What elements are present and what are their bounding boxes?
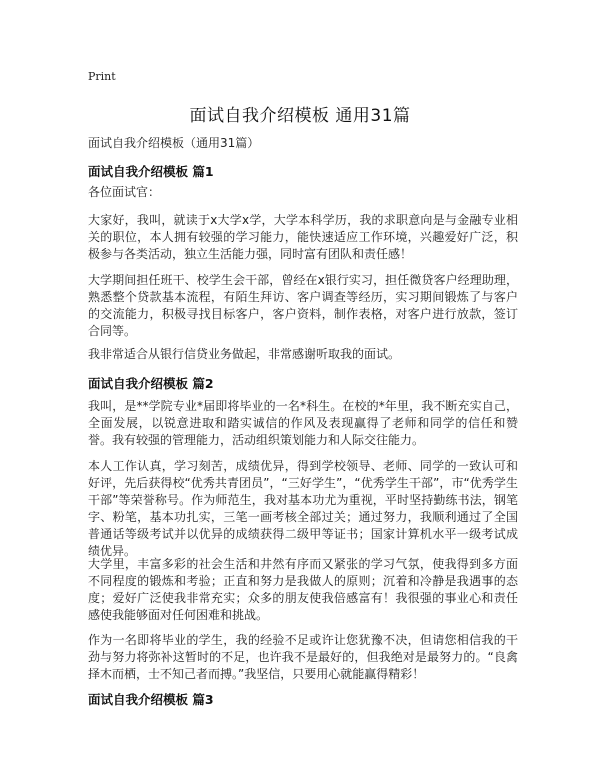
paragraph: 我叫，是**学院专业*届即将毕业的一名*科生。在校的*年里，我不断充实自己，全面发展，以锐意进取和踏实诚信的作风及表现赢得了老师和同学的信任和赞誉。我有较强的管理能力，活动组织策划能力和人际交往能力。	[88, 399, 518, 447]
section-heading-2: 面试自我介绍模板 篇2	[88, 376, 214, 391]
paragraph: 我非常适合从银行信贷业务做起，非常感谢听取我的面试。	[88, 347, 401, 361]
paragraph-greeting: 各位面试官：	[88, 185, 161, 199]
print-link[interactable]: Print	[88, 70, 116, 83]
paragraph: 大家好，我叫，就读于x大学x学，大学本科学历，我的求职意向是与金融专业相关的职位，本人拥有较强的学习能力，能快速适应工作环境，兴趣爱好广泛，积极参与各类活动，独立生活能力强，同时富有团队和责任感！	[88, 213, 518, 261]
document-subtitle: 面试自我介绍模板（通用31篇）	[88, 136, 260, 150]
document-title: 面试自我介绍模板 通用31篇	[189, 106, 411, 126]
paragraph: 大学里，丰富多彩的社会生活和井然有序而又紧张的学习气氛，使我得到多方面不同程度的锻炼和考验；正直和努力是我做人的原则；沉着和冷静是我遇事的态度；爱好广泛使我非常充实；众多的朋友使我倍感富有！我很强的事业心和责任感使我能够面对任何困难和挑战。	[88, 557, 518, 622]
paragraph: 作为一名即将毕业的学生，我的经验不足或许让您犹豫不决，但请您相信我的干劲与努力将弥补这暂时的不足，也许我不是最好的，但我绝对是最努力的。“良禽择木而栖，士不知己者而搏。”我坚信，只要用心就能赢得精彩！	[88, 633, 518, 681]
paragraph: 大学期间担任班干、校学生会干部，曾经在x银行实习，担任微贷客户经理助理，熟悉整个贷款基本流程，有陌生拜访、客户调查等经历，实习期间锻炼了与客户的交流能力，积极寻找目标客户，客户资料，制作表格，对客户进行放款，签订合同等。	[88, 273, 518, 338]
section-heading-3: 面试自我介绍模板 篇3	[88, 692, 214, 707]
section-heading-1: 面试自我介绍模板 篇1	[88, 164, 214, 179]
paragraph: 本人工作认真，学习刻苦，成绩优异，得到学校领导、老师、同学的一致认可和好评，先后获得校“优秀共青团员”，“三好学生”，“优秀学生干部”，市“优秀学生干部”等荣誉称号。作为师范生，我对基本功尤为重视，平时坚持勤练书法，钢笔字、粉笔，基本功扎实，三笔一画考核全部过关；通过努力，我顺利通过了全国普通话等级考试并以优异的成绩获得二级甲等证书；国家计算机水平一级考试成绩优异。	[88, 459, 518, 558]
